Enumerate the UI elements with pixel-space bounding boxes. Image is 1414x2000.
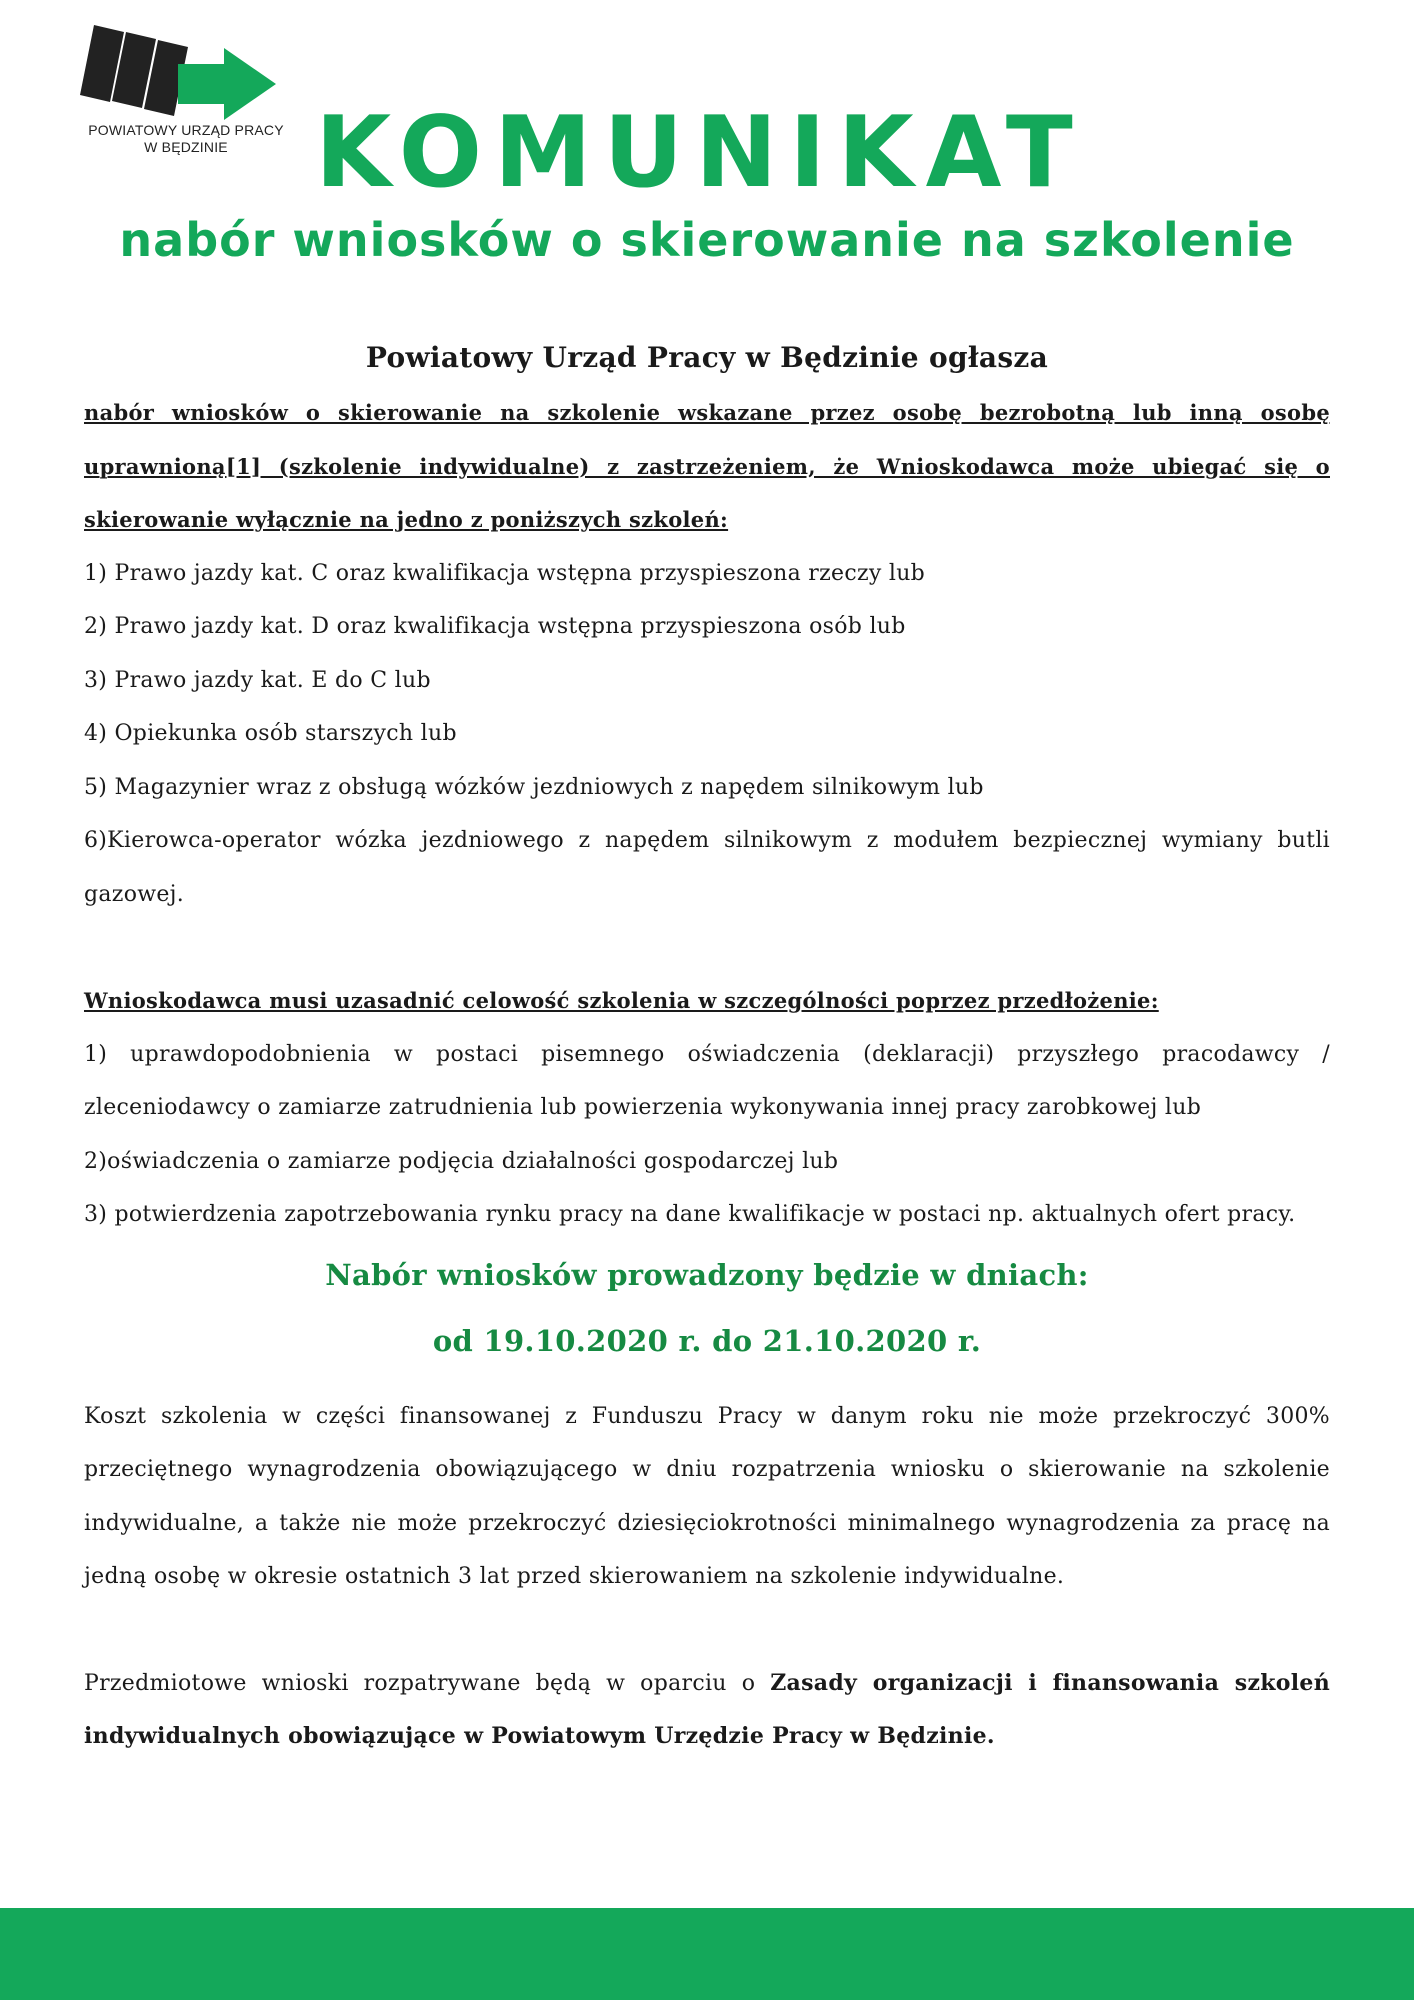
logo-caption	[76, 122, 296, 156]
spacer	[84, 1604, 1330, 1657]
training-item: 3) Prawo jazdy kat. E do C lub	[84, 667, 431, 693]
closing-prefix: Przedmiotowe wnioski rozpatrywane będą w oparciu o	[84, 1670, 771, 1696]
page-title: KOMUNIKAT	[315, 96, 1085, 210]
training-item: 2) Prawo jazdy kat. D oraz kwalifikacja wstępna przyspieszona osób lub	[84, 614, 906, 639]
logo-line-1: POWIATOWY URZĄD PRACY	[88, 122, 284, 138]
justification-item: 3) potwierdzenia zapotrzebowania rynku pracy na dane kwalifikacje w postaci np. aktualnych ofert pracy.	[84, 1202, 1296, 1227]
footer-bar	[0, 1908, 1414, 2000]
logo-line-2: W BĘDZINIE	[144, 139, 228, 155]
training-item: 4) Opiekunka osób starszych lub	[84, 721, 457, 746]
closing-bold: Zasady organizacji i finansowania szkoleń indywidualnych obowiązujące w Powiatowym Urzędzie Pracy w Będzinie.	[84, 1669, 1330, 1749]
schedule-heading: Nabór wniosków prowadzony będzie w dniach:	[325, 1257, 1089, 1292]
logo	[76, 20, 296, 155]
training-item: 5) Magazynier wraz z obsługą wózków jezdniowych z napędem silnikowym lub	[84, 774, 984, 800]
spacer	[84, 921, 1330, 974]
page-subtitle: nabór wniosków o skierowanie na szkolenie	[119, 213, 1295, 267]
announcement-heading: Powiatowy Urząd Pracy w Będzinie ogłasza	[365, 341, 1049, 374]
justification-item: 2)oświadczenia o zamiarze podjęcia działalności gospodarczej lub	[84, 1148, 839, 1174]
cost-paragraph: Koszt szkolenia w części finansowanej z Funduszu Pracy w danym roku nie może przekroczyć 300% przeciętnego wynagrodzenia obowiązującego w dniu rozpatrzenia wniosku o skierowanie na szkolenie indywidualne, a także nie może przekroczyć dziesięciokrotności minimalnego wynagrodzenia za pracę na jedną osobę w okresie ostatnich 3 lat przed skierowaniem na szkolenie indywidualne.	[84, 1403, 1330, 1589]
justification-list	[84, 1028, 1330, 1242]
announcement-intro: nabór wniosków o skierowanie na szkolenie wskazane przez osobę bezrobotną lub inną osobę uprawnioną[1] (szkolenie indywidualne) z zastrzeżeniem, że Wnioskodawca może ubiegać się o skierowanie wyłącznie na jedno z poniższych szkoleń:	[84, 400, 1330, 532]
spacer	[84, 1374, 1330, 1390]
training-item: 6)Kierowca-operator wózka jezdniowego z napędem silnikowym z modułem bezpiecznej wymiany butli gazowej.	[84, 828, 1330, 907]
closing-paragraph	[84, 1657, 1330, 1764]
document-body	[84, 330, 1330, 1764]
justification-heading: Wnioskodawca musi uzasadnić celowość szkolenia w szczególności poprzez przedłożenie:	[84, 988, 1159, 1013]
training-list	[84, 547, 1330, 922]
training-item: 1) Prawo jazdy kat. C oraz kwalifikacja wstępna przyspieszona rzeczy lub	[84, 560, 926, 586]
schedule-dates: od 19.10.2020 r. do 21.10.2020 r.	[432, 1323, 982, 1358]
justification-item: 1) uprawdopodobnienia w postaci pisemnego oświadczenia (deklaracji) przyszłego pracodawcy / zleceniodawcy o zamiarze zatrudnienia lub powierzenia wykonywania innej pracy zarobkowej lub	[84, 1041, 1330, 1120]
arrow-cards-logo-icon	[76, 20, 296, 120]
